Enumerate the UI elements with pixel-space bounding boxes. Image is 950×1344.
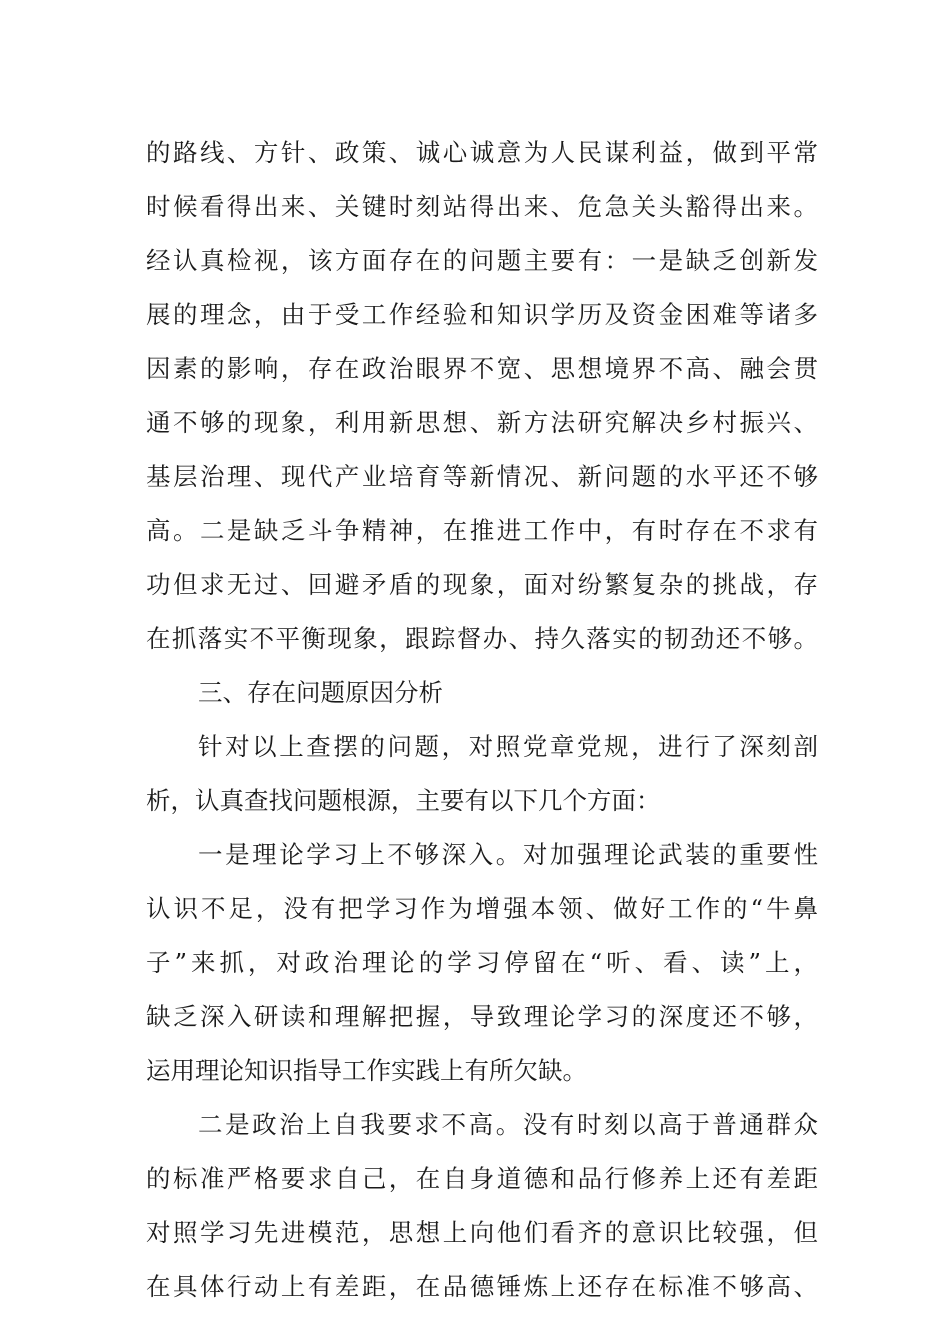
document-body xyxy=(146,126,818,1314)
text-line: 的标准严格要求自己，在自身道德和品行修养上还有差距 xyxy=(146,1164,818,1193)
text-line: 析，认真查找问题根源，主要有以下几个方面： xyxy=(146,786,661,815)
text-line: 的路线、方针、政策、诚心诚意为人民谋利益，做到平常 xyxy=(146,138,818,167)
text-line: 高。二是缺乏斗争精神，在推进工作中，有时存在不求有 xyxy=(146,516,818,545)
section-heading: 三、存在问题原因分析 xyxy=(198,678,443,707)
text-line: 缺乏深入研读和理解把握，导致理论学习的深度还不够， xyxy=(146,1002,818,1031)
text-line: 运用理论知识指导工作实践上有所欠缺。 xyxy=(146,1056,587,1085)
text-line: 认识不足，没有把学习作为增强本领、做好工作的“牛鼻 xyxy=(146,894,818,923)
text-line: 经认真检视，该方面存在的问题主要有：一是缺乏创新发 xyxy=(146,246,818,275)
text-line: 对照学习先进模范，思想上向他们看齐的意识比较强，但 xyxy=(146,1218,818,1247)
text-line: 针对以上查摆的问题，对照党章党规，进行了深刻剖 xyxy=(198,732,818,761)
text-line: 通不够的现象，利用新思想、新方法研究解决乡村振兴、 xyxy=(146,408,818,437)
text-line: 在抓落实不平衡现象，跟踪督办、持久落实的韧劲还不够。 xyxy=(146,624,818,653)
text-line: 子”来抓，对政治理论的学习停留在“听、看、读”上， xyxy=(146,948,818,977)
text-line: 一是理论学习上不够深入。对加强理论武装的重要性 xyxy=(198,840,818,869)
text-line: 时候看得出来、关键时刻站得出来、危急关头豁得出来。 xyxy=(146,192,818,221)
text-line: 二是政治上自我要求不高。没有时刻以高于普通群众 xyxy=(198,1110,818,1139)
text-line: 因素的影响，存在政治眼界不宽、思想境界不高、融会贯 xyxy=(146,354,818,383)
text-line: 展的理念，由于受工作经验和知识学历及资金困难等诸多 xyxy=(146,300,818,329)
text-line: 基层治理、现代产业培育等新情况、新问题的水平还不够 xyxy=(146,462,818,491)
text-line: 在具体行动上有差距，在品德锤炼上还存在标准不够高、 xyxy=(146,1272,818,1301)
text-line: 功但求无过、回避矛盾的现象，面对纷繁复杂的挑战，存 xyxy=(146,570,818,599)
